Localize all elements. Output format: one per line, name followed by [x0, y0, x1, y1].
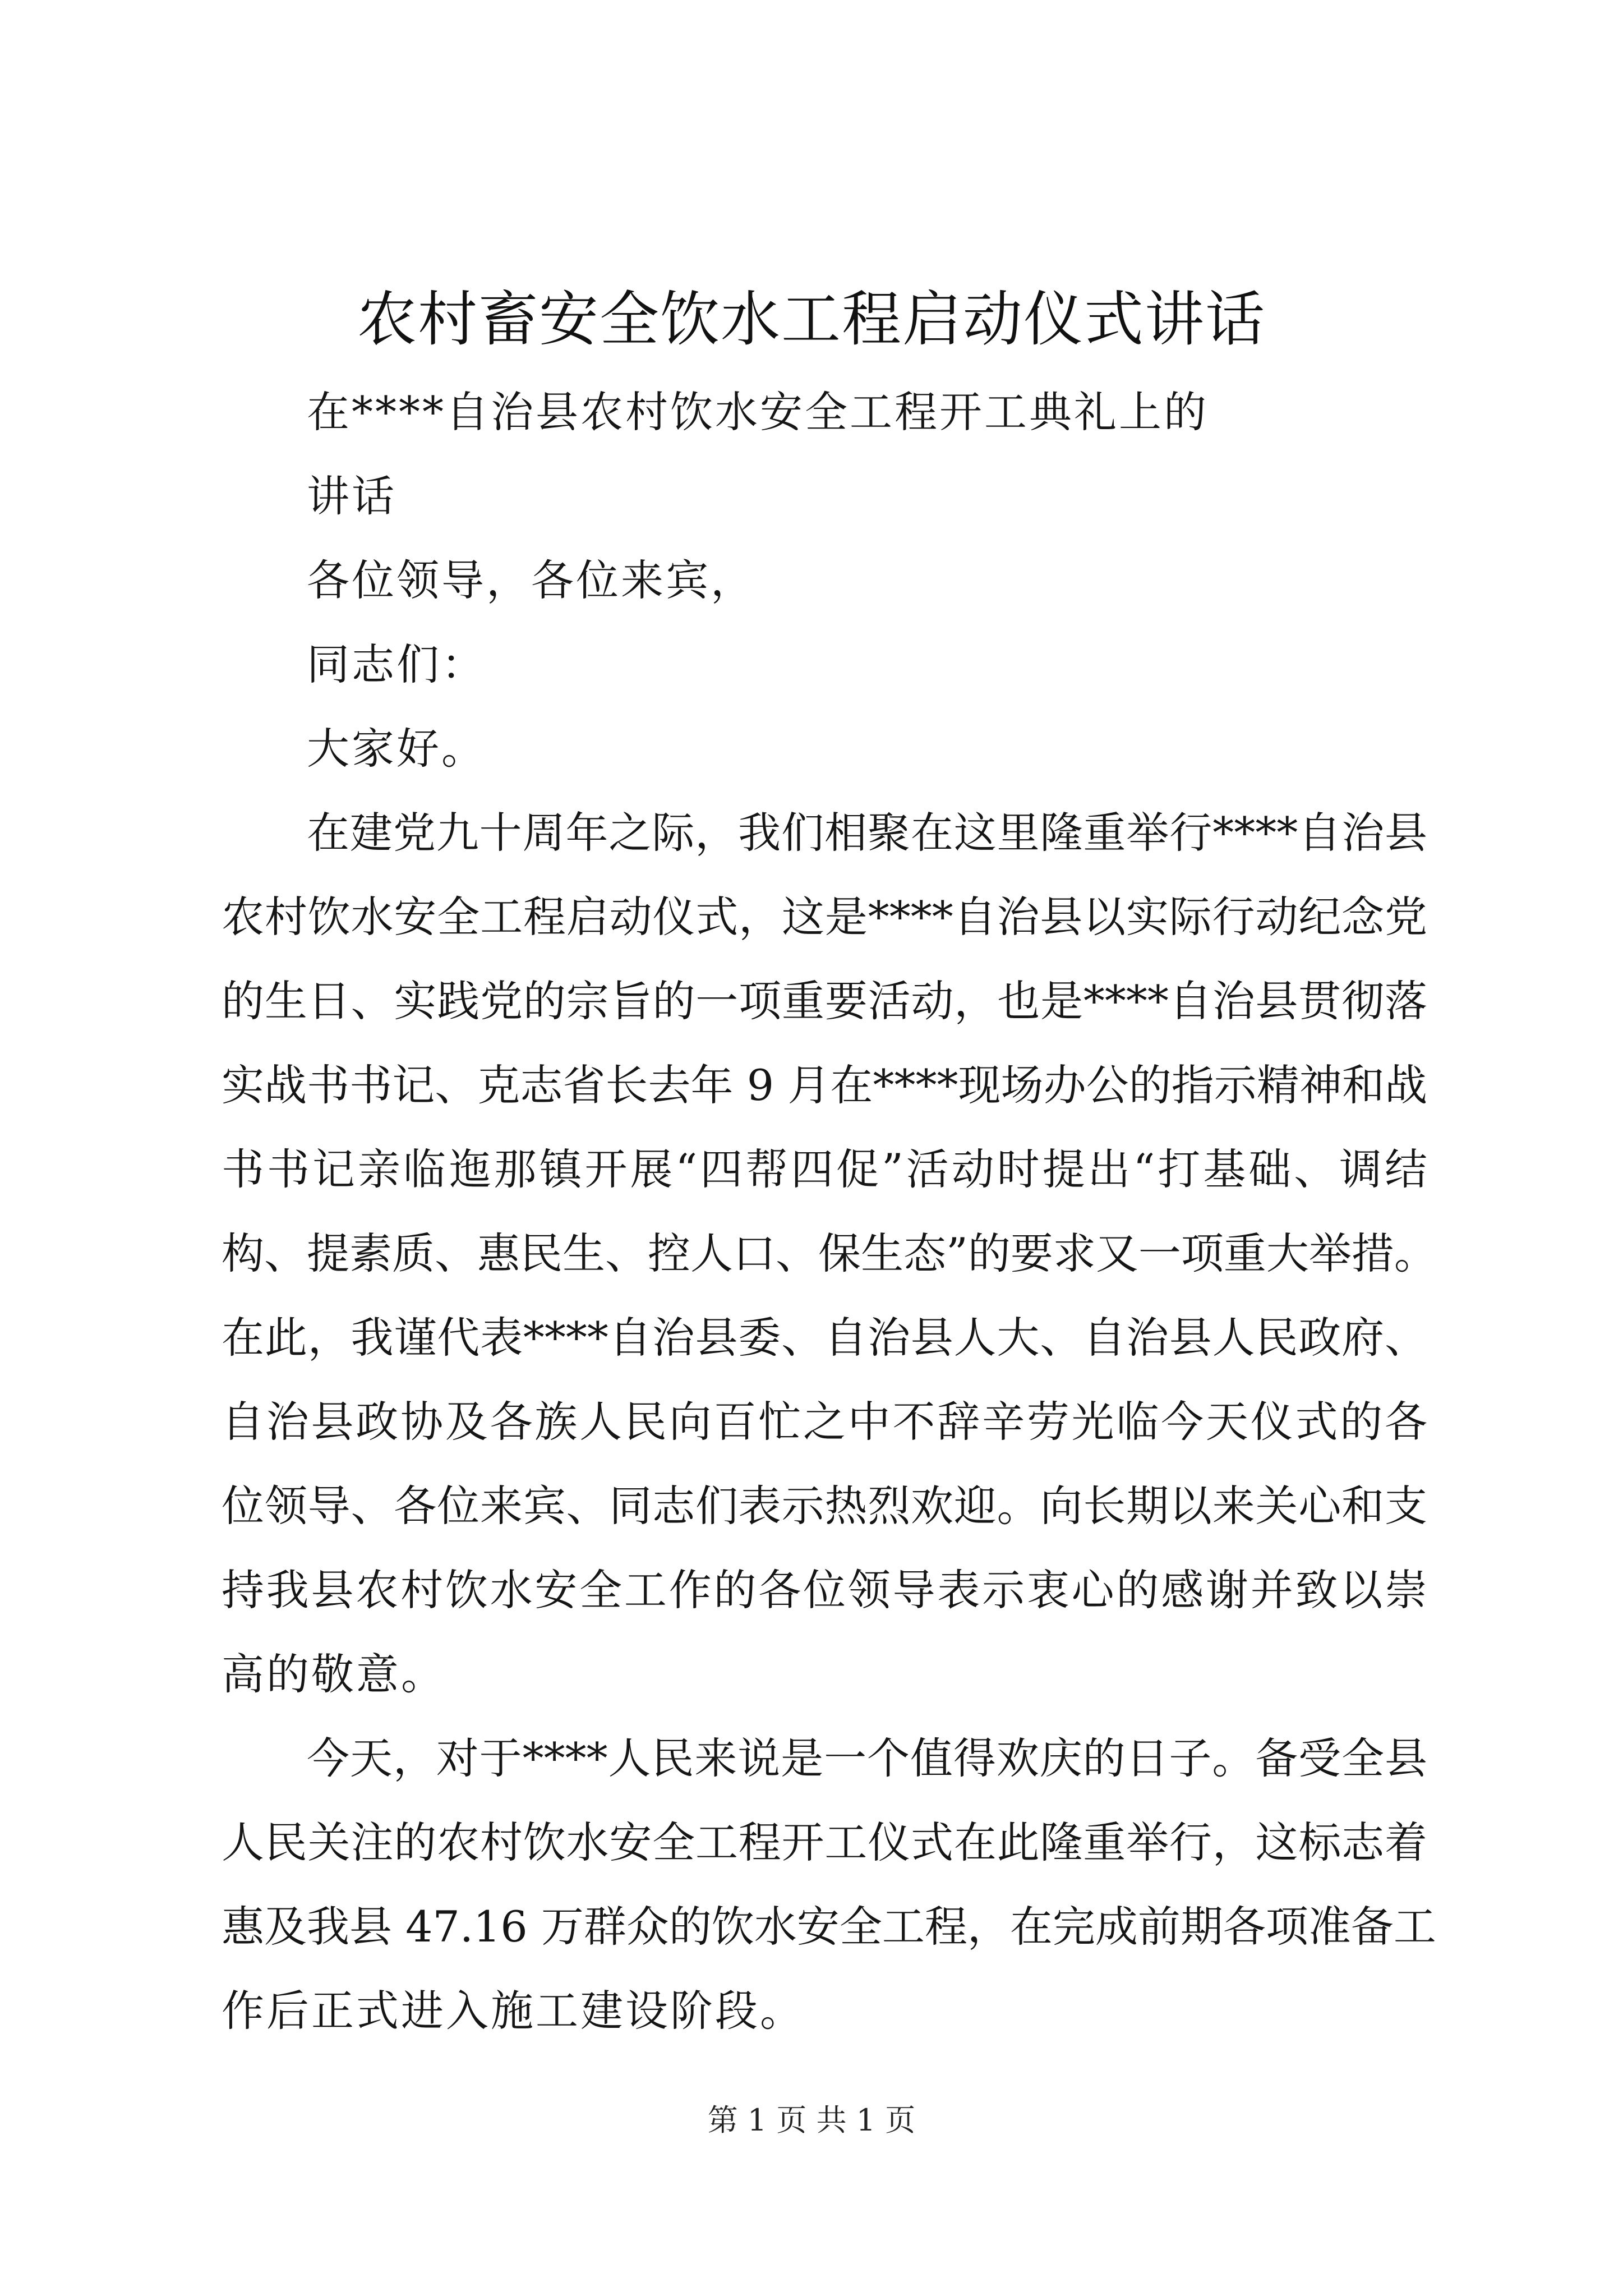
- paragraph-1-line: 持我县农村饮水安全工作的各位领导表示衷心的感谢并致以崇: [222, 1565, 1427, 1615]
- paragraph-1-line: 农村饮水安全工程启动仪式，这是****自治县以实际行动纪念党: [222, 892, 1427, 942]
- paragraph-1-line: 实战书书记、克志省长去年 9 月在****现场办公的指示精神和战: [222, 1060, 1427, 1110]
- paragraph-1-line: 位领导、各位来宾、同志们表示热烈欢迎。向长期以来关心和支: [222, 1481, 1427, 1531]
- subtitle-line-2: 讲话: [307, 471, 396, 521]
- paragraph-2-line: 惠及我县 47.16 万群众的饮水安全工程，在完成前期各项准备工: [222, 1902, 1436, 1952]
- paragraph-1-line: 高的敬意。: [222, 1649, 446, 1699]
- page-number-footer: 第 1 页 共 1 页: [707, 2102, 916, 2138]
- paragraph-1-line: 构、提素质、惠民生、控人口、保生态”的要求又一项重大举措。: [222, 1228, 1437, 1278]
- paragraph-1-line: 在建党九十周年之际，我们相聚在这里隆重举行****自治县: [307, 808, 1427, 858]
- salutation-line-2: 同志们：: [307, 639, 486, 689]
- salutation-line-1: 各位领导，各位来宾，: [307, 555, 755, 605]
- greeting-line: 大家好。: [307, 724, 486, 774]
- paragraph-1-line: 的生日、实践党的宗旨的一项重要活动，也是****自治县贯彻落: [222, 976, 1427, 1026]
- paragraph-1-line: 在此，我谨代表****自治县委、自治县人大、自治县人民政府、: [222, 1313, 1427, 1363]
- subtitle-line-1: 在****自治县农村饮水安全工程开工典礼上的: [307, 387, 1209, 437]
- paragraph-2-line: 今天，对于****人民来说是一个值得欢庆的日子。备受全县: [307, 1733, 1427, 1783]
- paragraph-2-line: 人民关注的农村饮水安全工程开工仪式在此隆重举行，这标志着: [222, 1818, 1427, 1867]
- paragraph-2-line: 作后正式进入施工建设阶段。: [222, 1986, 805, 2036]
- paragraph-1-line: 自治县政协及各族人民向百忙之中不辞辛劳光临今天仪式的各: [222, 1397, 1427, 1447]
- document-title: 农村畜安全饮水工程启动仪式讲话: [357, 285, 1266, 354]
- paragraph-1-line: 书书记亲临迤那镇开展“四帮四促”活动时提出“打基础、调结: [222, 1144, 1427, 1194]
